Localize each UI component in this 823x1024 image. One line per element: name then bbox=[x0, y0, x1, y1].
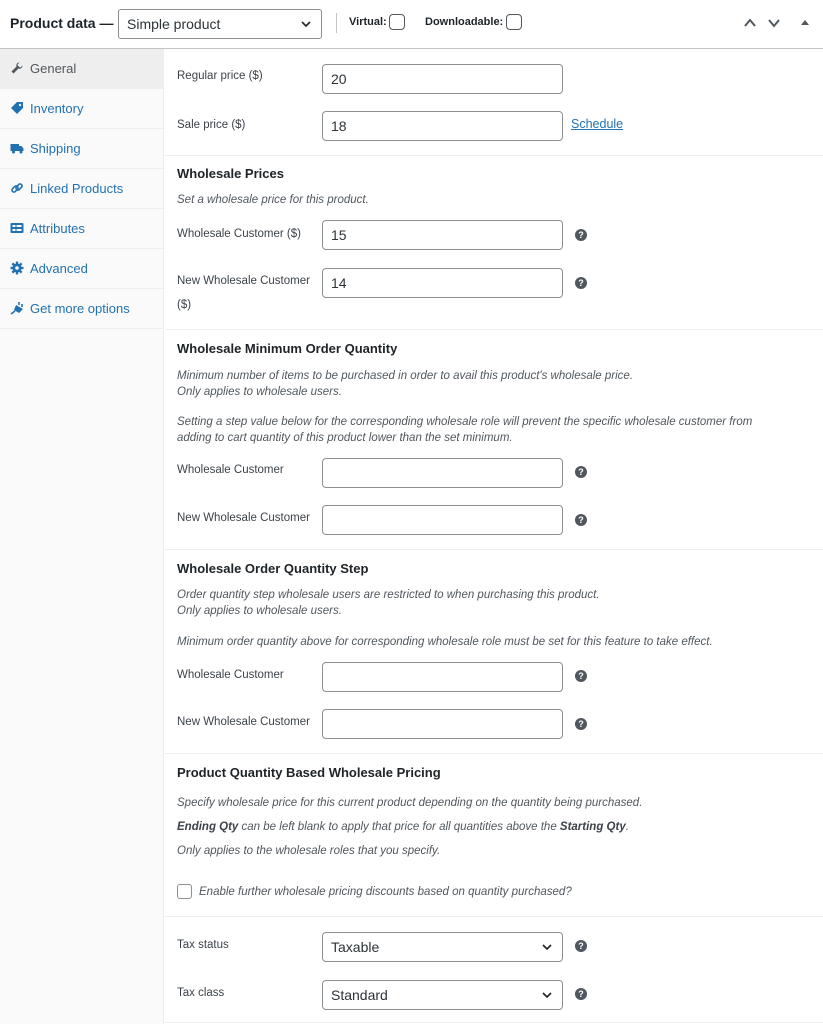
qty-step-new-wholesale-customer-label: New Wholesale Customer bbox=[177, 716, 310, 728]
new-wholesale-customer-price-label-unit: ($) bbox=[177, 299, 192, 311]
regular-price-label: Regular price ($) bbox=[177, 70, 263, 82]
virtual-checkbox[interactable] bbox=[389, 14, 405, 30]
tab-shipping-label: Shipping bbox=[30, 141, 81, 156]
section-divider bbox=[165, 753, 823, 754]
qty-step-desc-line3: Minimum order quantity above for corresponding wholesale role must be set for this feature to take effect. bbox=[177, 636, 713, 648]
section-divider bbox=[165, 1022, 823, 1023]
tab-attributes-label: Attributes bbox=[30, 221, 85, 236]
chevron-down-icon bbox=[541, 989, 553, 1001]
enable-qty-discounts-label[interactable]: Enable further wholesale pricing discounts based on quantity purchased? bbox=[199, 886, 572, 898]
new-wholesale-customer-price-label: New Wholesale Customer bbox=[177, 275, 310, 287]
tax-status-value: Taxable bbox=[331, 939, 380, 955]
product-data-header bbox=[0, 0, 823, 49]
tab-general[interactable] bbox=[0, 49, 164, 89]
tab-inventory[interactable] bbox=[0, 89, 164, 129]
sale-price-input[interactable]: 18 bbox=[322, 111, 563, 141]
qty-pricing-heading: Product Quantity Based Wholesale Pricing bbox=[177, 765, 441, 780]
plugin-icon bbox=[10, 301, 24, 315]
tab-attributes[interactable] bbox=[0, 209, 164, 249]
wholesale-customer-price-input[interactable]: 15 bbox=[322, 220, 563, 250]
link-icon bbox=[10, 181, 24, 195]
move-up-icon[interactable] bbox=[743, 16, 757, 30]
qty-step-wholesale-customer-input[interactable] bbox=[322, 662, 563, 692]
qty-step-desc-line2: Only applies to wholesale users. bbox=[177, 605, 342, 617]
truck-icon bbox=[10, 141, 24, 155]
new-wholesale-customer-price-input[interactable]: 14 bbox=[322, 268, 563, 298]
product-data-title: Product data — bbox=[10, 15, 114, 31]
qty-pricing-desc-line2 bbox=[177, 819, 807, 835]
qty-pricing-desc-line2-end: . bbox=[625, 821, 629, 833]
wholesale-prices-description: Set a wholesale price for this product. bbox=[177, 194, 369, 206]
gear-icon bbox=[10, 261, 24, 275]
starting-qty-term: Starting Qty bbox=[559, 821, 626, 833]
qty-pricing-desc-line1: Specify wholesale price for this current product depending on the quantity being purchased. bbox=[177, 797, 643, 809]
section-divider bbox=[165, 549, 823, 550]
help-icon[interactable]: ? bbox=[575, 670, 587, 682]
tax-class-value: Standard bbox=[331, 987, 388, 1003]
schedule-link[interactable]: Schedule bbox=[571, 117, 624, 131]
min-order-qty-heading: Wholesale Minimum Order Quantity bbox=[177, 341, 398, 356]
qty-step-heading: Wholesale Order Quantity Step bbox=[177, 561, 369, 576]
tab-linked-products[interactable] bbox=[0, 169, 164, 209]
downloadable-checkbox[interactable] bbox=[506, 14, 522, 30]
help-icon[interactable]: ? bbox=[575, 718, 587, 730]
section-divider bbox=[165, 329, 823, 330]
tax-class-label: Tax class bbox=[177, 987, 225, 999]
product-type-select[interactable] bbox=[118, 9, 322, 39]
enable-qty-discounts-checkbox[interactable] bbox=[177, 884, 192, 899]
qty-step-desc-line1: Order quantity step wholesale users are restricted to when purchasing this product. bbox=[177, 589, 600, 601]
min-order-qty-desc-line1: Minimum number of items to be purchased in order to avail this product's wholesale price. bbox=[177, 370, 634, 382]
regular-price-input[interactable]: 20 bbox=[322, 64, 563, 94]
tab-advanced[interactable] bbox=[0, 249, 164, 289]
min-order-qty-desc-line2: Only applies to wholesale users. bbox=[177, 386, 342, 398]
tab-inventory-label: Inventory bbox=[30, 101, 84, 116]
help-icon[interactable]: ? bbox=[575, 988, 587, 1000]
list-icon bbox=[10, 221, 24, 235]
qty-step-wholesale-customer-label: Wholesale Customer bbox=[177, 669, 284, 681]
product-data-tabs bbox=[0, 49, 164, 1024]
virtual-label: Virtual: bbox=[349, 16, 387, 28]
chevron-down-icon bbox=[300, 18, 312, 30]
tab-advanced-label: Advanced bbox=[30, 261, 88, 276]
tab-get-more-options-label: Get more options bbox=[30, 301, 130, 316]
tax-status-label: Tax status bbox=[177, 939, 229, 951]
sale-price-label: Sale price ($) bbox=[177, 119, 246, 131]
qty-pricing-desc-line2-text: can be left blank to apply that price for all quantities above the bbox=[238, 821, 560, 833]
move-down-icon[interactable] bbox=[767, 16, 781, 30]
chevron-down-icon bbox=[541, 941, 553, 953]
tax-class-select[interactable] bbox=[322, 980, 563, 1010]
tax-status-select[interactable] bbox=[322, 932, 563, 962]
ending-qty-term: Ending Qty bbox=[177, 821, 239, 833]
wholesale-customer-price-label: Wholesale Customer ($) bbox=[177, 228, 301, 240]
downloadable-label: Downloadable: bbox=[425, 16, 504, 28]
help-icon[interactable]: ? bbox=[575, 277, 587, 289]
min-qty-new-wholesale-customer-label: New Wholesale Customer bbox=[177, 512, 310, 524]
wholesale-prices-heading: Wholesale Prices bbox=[177, 166, 284, 181]
tab-linked-products-label: Linked Products bbox=[30, 181, 124, 196]
tab-shipping[interactable] bbox=[0, 129, 164, 169]
qty-pricing-desc-line3: Only applies to the wholesale roles that you specify. bbox=[177, 845, 441, 857]
wrench-icon bbox=[10, 61, 24, 75]
qty-step-new-wholesale-customer-input[interactable] bbox=[322, 709, 563, 739]
section-divider bbox=[165, 916, 823, 917]
section-divider bbox=[165, 155, 823, 156]
min-order-qty-desc-line3: Setting a step value below for the corresponding wholesale role will prevent the specific wholesale customer from bbox=[177, 416, 753, 428]
help-icon[interactable]: ? bbox=[575, 466, 587, 478]
tab-general-label: General bbox=[30, 61, 77, 76]
min-qty-wholesale-customer-label: Wholesale Customer bbox=[177, 464, 284, 476]
min-qty-new-wholesale-customer-input[interactable] bbox=[322, 505, 563, 535]
help-icon[interactable]: ? bbox=[575, 940, 587, 952]
collapse-toggle-icon[interactable] bbox=[800, 17, 810, 27]
tab-get-more-options[interactable] bbox=[0, 289, 164, 329]
header-divider bbox=[336, 13, 337, 33]
product-type-value: Simple product bbox=[127, 16, 221, 32]
min-qty-wholesale-customer-input[interactable] bbox=[322, 458, 563, 488]
min-order-qty-desc-line4: adding to cart quantity of this product lower than the set minimum. bbox=[177, 432, 513, 444]
tag-icon bbox=[10, 101, 24, 115]
help-icon[interactable]: ? bbox=[575, 229, 587, 241]
help-icon[interactable]: ? bbox=[575, 514, 587, 526]
